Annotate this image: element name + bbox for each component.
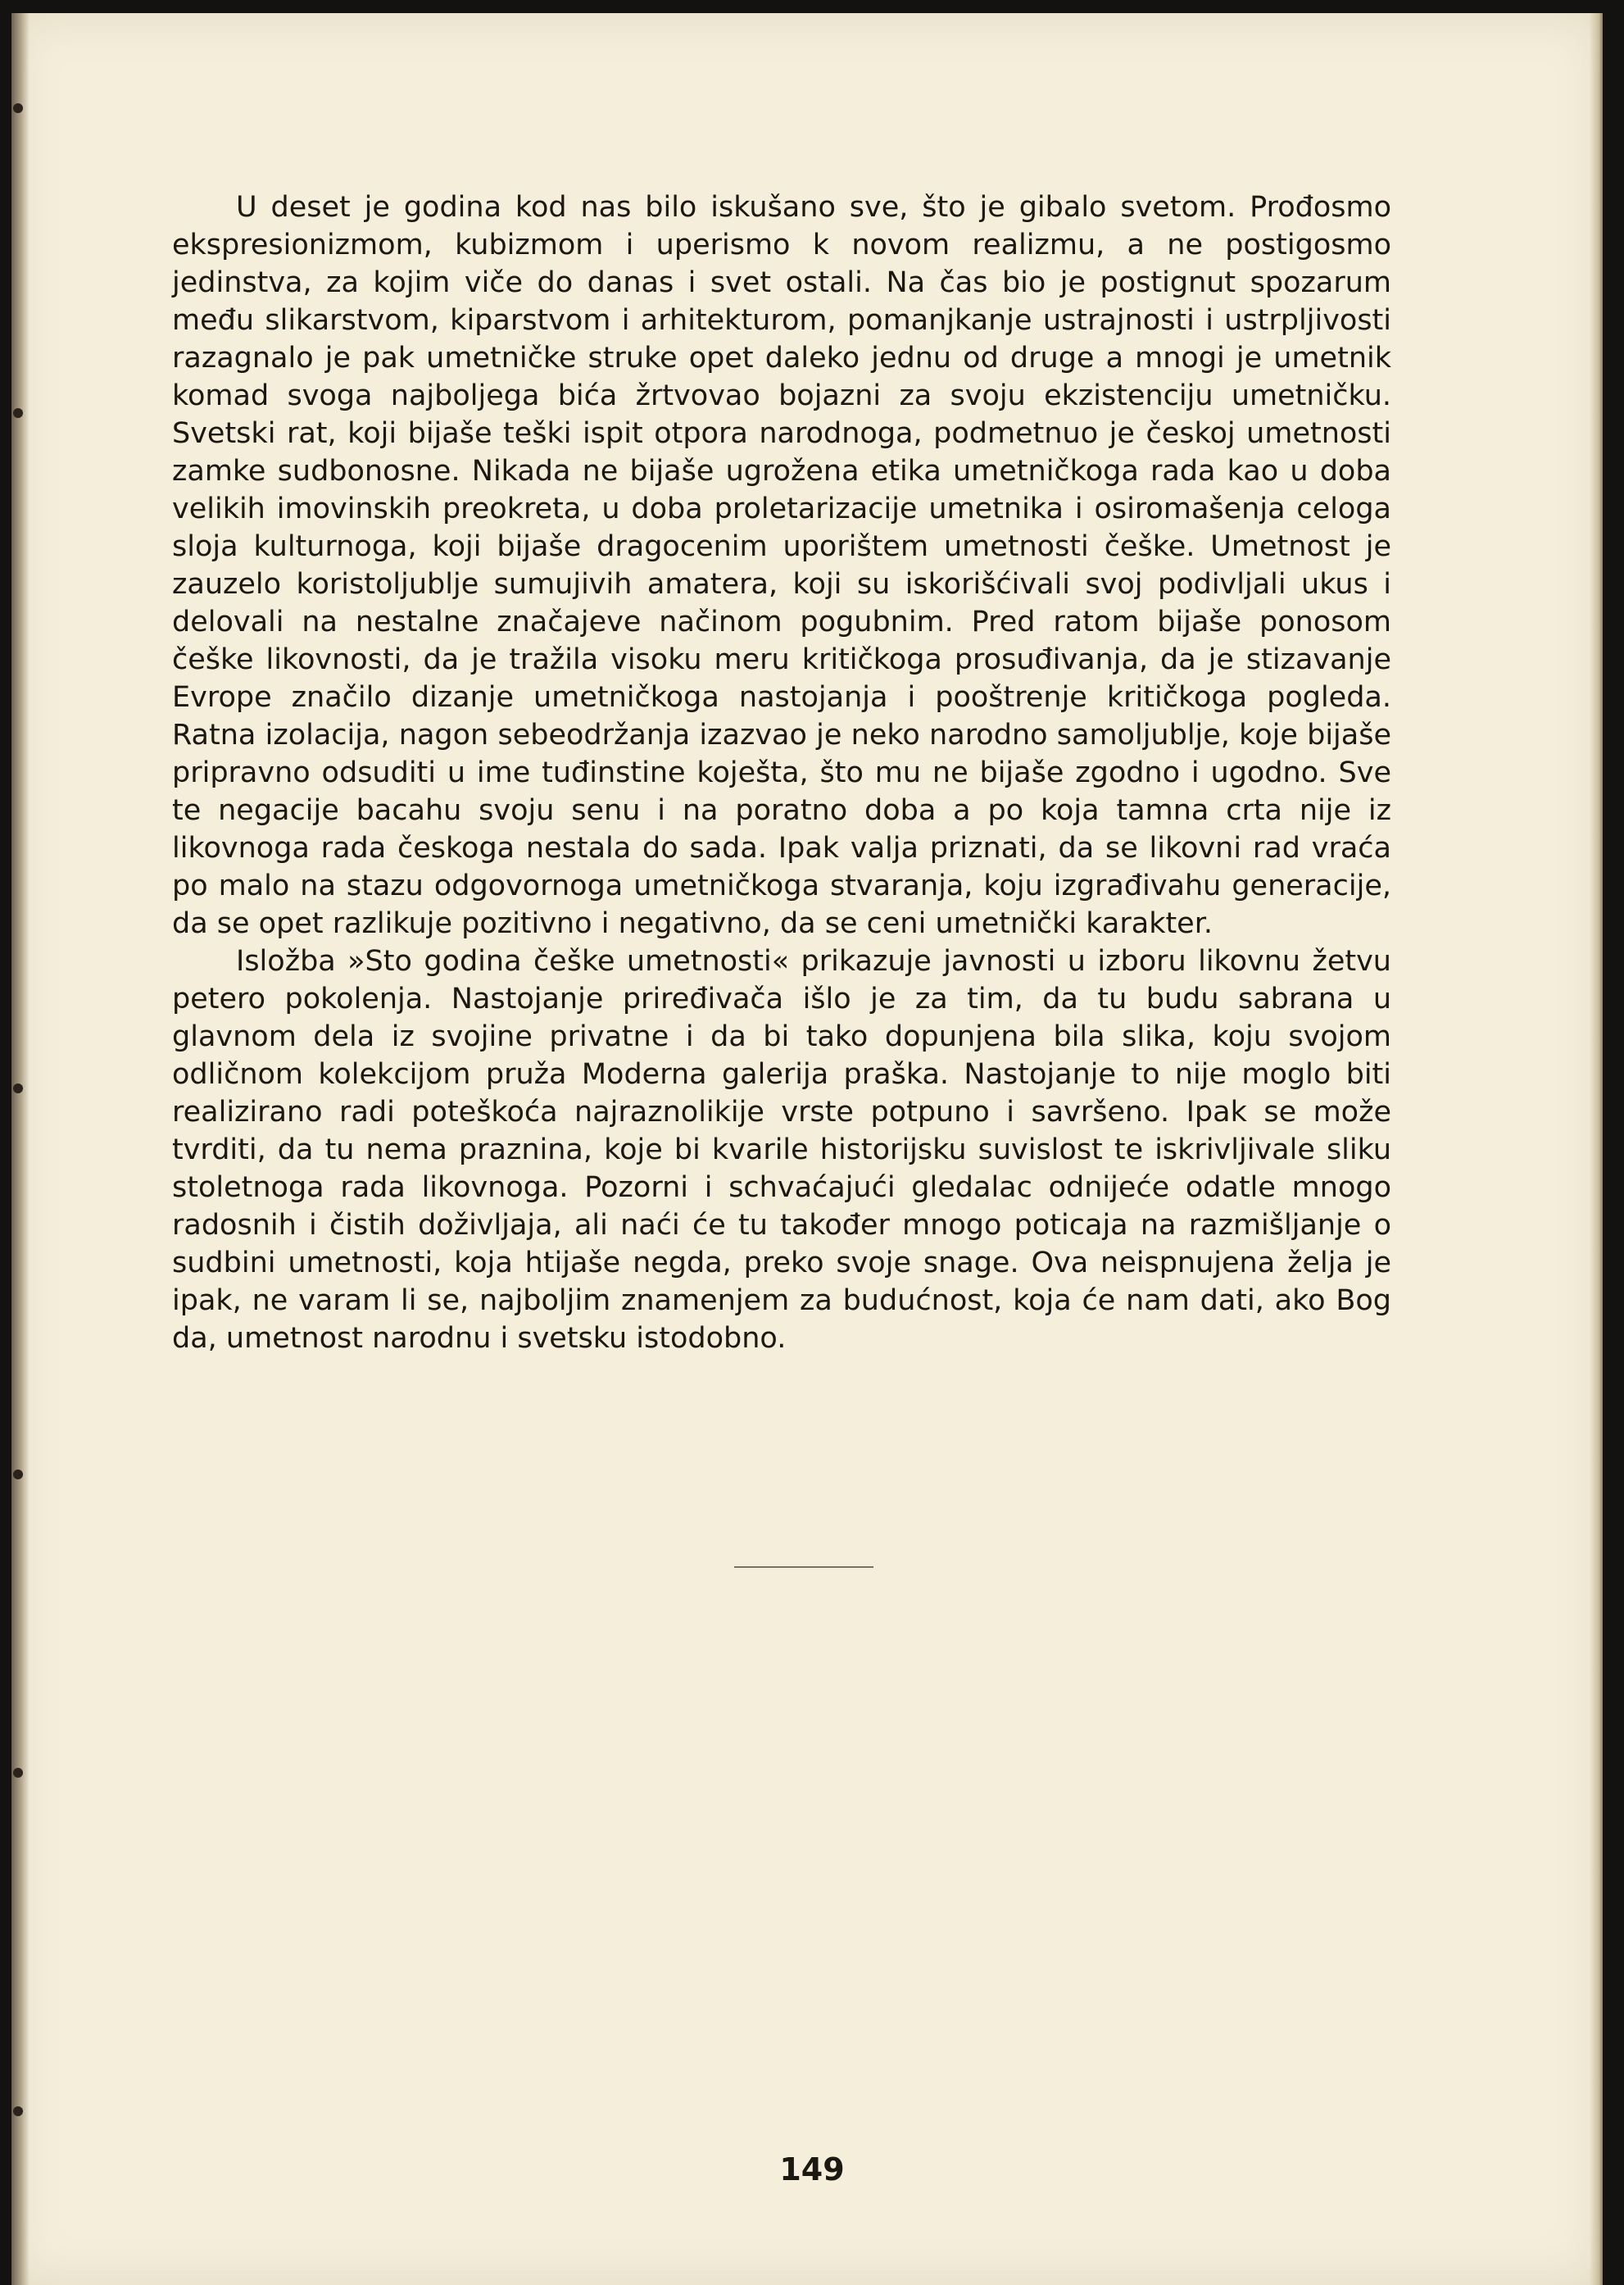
page-number: 149: [779, 2151, 845, 2187]
article-body: [172, 189, 1391, 1357]
section-divider: [734, 1566, 873, 1568]
binding-hole-icon: [13, 1470, 23, 1479]
binding-hole-icon: [13, 408, 23, 418]
paragraph: Isložba »Sto godina češke umetnosti« prikazuje javnosti u izboru likovnu žetvu petero pokolenja. Nastojanje priređivača išlo je za tim, da tu budu sabrana u glavnom dela iz svojine privatne i da bi tako dopunjena bila slika, koju svojom odličnom kolekcijom pruža Moderna galerija praška. Nastojanje to nije moglo biti realizirano radi poteškoća najraznolikije vrste potpuno i savršeno. Ipak se može tvrditi, da tu nema praznina, koje bi kvarile historijsku suvislost te iskrivljivale sliku stoletnoga rada likovnoga. Pozorni i schvaćajući gledalac odnijeće odatle mnogo radosnih i čistih doživljaja, ali naći će tu također mnogo poticaja na razmišljanje o sudbini umetnosti, koja htijaše negda, preko svoje snage. Ova neispnujena želja je ipak, ne varam li se, najboljim znamenjem za budućnost, koja će nam dati, ako Bog da, umetnost narodnu i svetsku istodobno.: [172, 945, 1391, 1355]
page-edge: [1590, 13, 1603, 2285]
paragraph: U deset je godina kod nas bilo iskušano sve, što je gibalo svetom. Prođosmo ekspresionizmom, kubizmom i uperismo k novom realizmu, a ne postigosmo jedinstva, za kojim viče do danas i svet ostali. Na čas bio je postignut spozarum među slikarstvom, kiparstvom i arhitekturom, pomanjkanje ustrajnosti i ustrpljivosti razagnalo je pak umetničke struke opet daleko jednu od druge a mnogi je umetnik komad svoga najboljega bića žrtvovao bojazni za svoju ekzistenciju umetničku. Svetski rat, koji bijaše teški ispit otpora narodnoga, podmetnuo je českoj umetnosti zamke sudbonosne. Nikada ne bijaše ugrožena etika umetničkoga rada kao u doba velikih imovinskih preokreta, u doba proletarizacije umetnika i osiromašenja celoga sloja kulturnoga, koji bijaše dragocenim uporištem umetnosti češke. Umetnost je zauzelo koristoljublje sumujivih amatera, koji su iskorišćivali svoj podivljali ukus i delovali na nestalne značajeve načinom pogubnim. Pred ratom bijaše ponosom češke likovnosti, da je tražila visoku meru kritičkoga prosuđivanja, da je stizavanje Evrope značilo dizanje umetničkoga nastojanja i pooštrenje kritičkoga pogleda. Ratna izolacija, nagon sebeodržanja izazvao je neko narodno samoljublje, koje bijaše pripravno odsuditi u ime tuđinstine koješta, što mu ne bijaše zgodno i ugodno. Sve te negacije bacahu svoju senu i na poratno doba a po koja tamna crta nije iz likovnoga rada českoga nestala do sada. Ipak valja priznati, da se likovni rad vraća po malo na stazu odgovornoga umetničkoga stvaranja, koju izgrađivahu generacije, da se opet razlikuje pozitivno i negativno, da se ceni umetnički karakter.: [172, 191, 1391, 940]
binding-hole-icon: [13, 1083, 23, 1093]
binding-hole-icon: [13, 103, 23, 113]
binding-hole-icon: [13, 1768, 23, 1778]
binding-edge: [11, 13, 29, 2285]
binding-hole-icon: [13, 2106, 23, 2116]
